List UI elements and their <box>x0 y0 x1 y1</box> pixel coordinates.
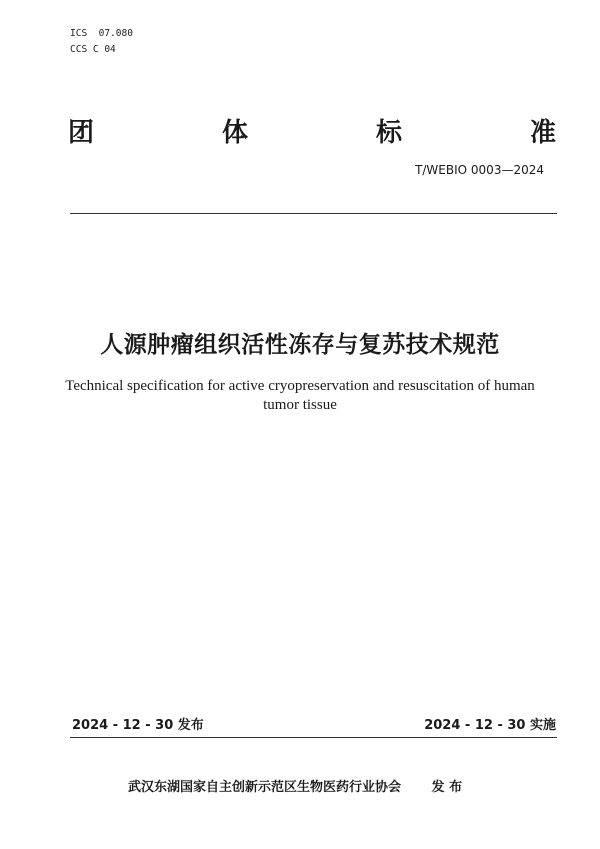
standard-type-char: 体 <box>221 118 248 148</box>
publish-action: 发 布 <box>431 780 463 795</box>
publish-date: 2024 - 12 - 30 发布 <box>72 718 204 733</box>
implement-date: 2024 - 12 - 30 实施 <box>424 718 556 733</box>
standard-type-char: 团 <box>68 118 95 148</box>
standard-type-char: 准 <box>529 118 556 148</box>
publisher-name: 武汉东湖国家自主创新示范区生物医药行业协会 <box>128 780 402 795</box>
standard-type-char: 标 <box>375 118 402 148</box>
classification-codes <box>70 26 133 58</box>
standard-type-heading <box>68 112 556 149</box>
title-english: Technical specification for active cryopreservation and resuscitation of human tumor tissue <box>65 378 535 413</box>
publisher-line <box>128 776 462 795</box>
top-divider <box>70 213 557 214</box>
title-chinese: 人源肿瘤组织活性冻存与复苏技术规范 <box>100 332 500 358</box>
standard-number: T/WEBIO 0003—2024 <box>415 163 544 177</box>
bottom-divider <box>70 737 557 738</box>
ics-code: ICS 07.080 <box>70 28 133 39</box>
ccs-code: CCS C 04 <box>70 44 116 55</box>
